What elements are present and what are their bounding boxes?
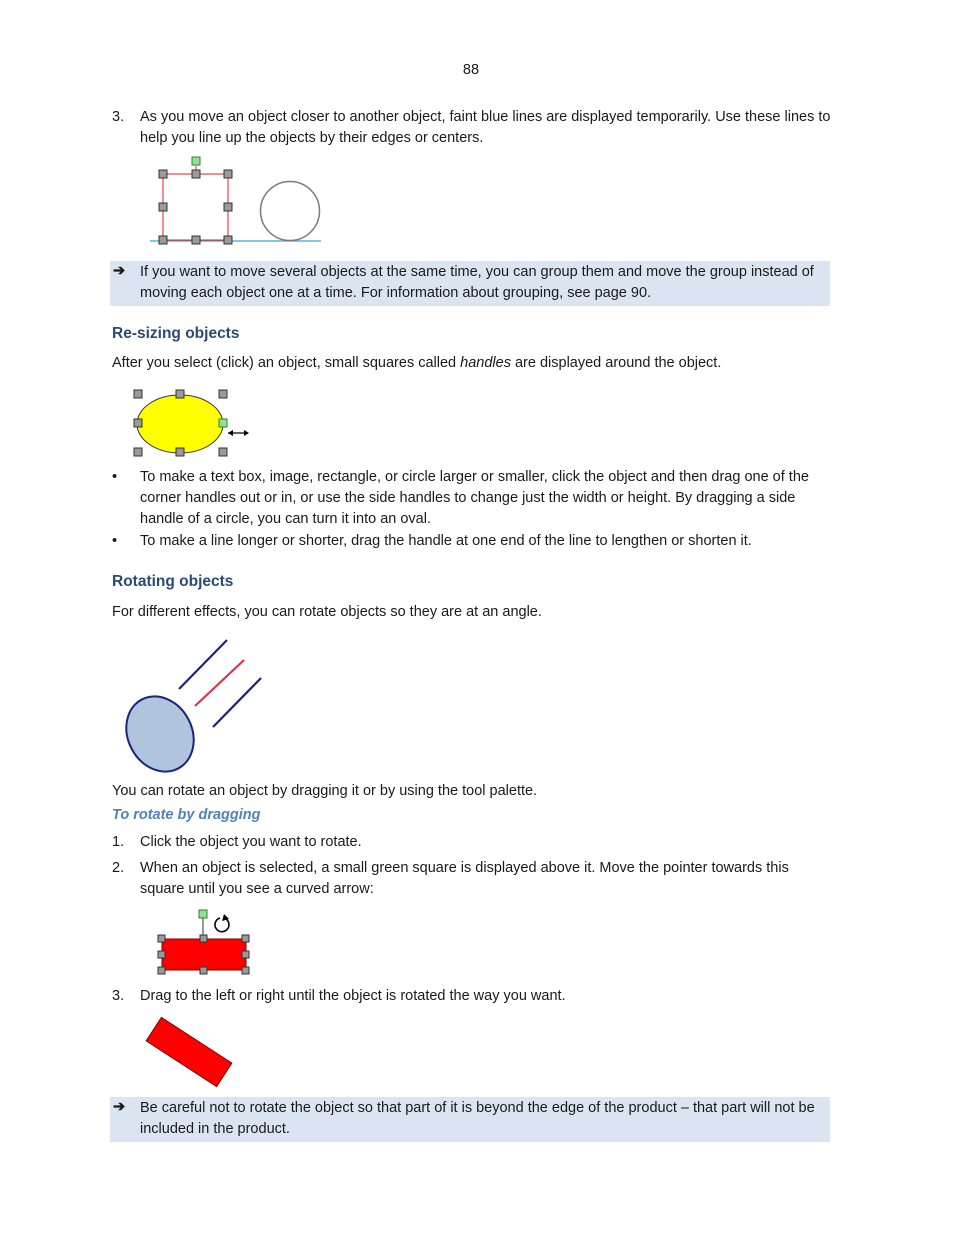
rotated-rectangle-figure	[140, 1012, 240, 1092]
resize-arrow-icon	[228, 430, 249, 436]
section-heading-resizing: Re-sizing objects	[112, 325, 240, 342]
resizing-bullet-list	[112, 467, 832, 553]
rotate-handle-figure	[150, 905, 260, 980]
step-text: As you move an object closer to another object, faint blue lines are displayed temporarily. Use these lines to help you line up the objects by their edges or centers.	[140, 109, 831, 146]
step-number: 1.	[112, 834, 125, 850]
list-item	[112, 531, 832, 552]
rotate-methods-text: You can rotate an object by dragging it or by using the tool palette.	[112, 783, 538, 799]
tip-note	[110, 261, 830, 306]
procedure-heading: To rotate by dragging	[112, 807, 261, 823]
rotate-step-3	[112, 986, 832, 1007]
step-text: Click the object you want to rotate.	[140, 834, 362, 850]
list-item	[112, 467, 832, 530]
rotate-step-2	[112, 858, 832, 900]
step-number: 2.	[112, 860, 125, 876]
rotating-intro: For different effects, you can rotate objects so they are at an angle.	[112, 604, 542, 620]
intro-text-end: are displayed around the object.	[510, 355, 722, 371]
bullet-icon: •	[112, 469, 118, 485]
warning-note	[110, 1097, 830, 1142]
note-text: If you want to move several objects at the same time, you can group them and move the group instead of moving each object one at a time. For information about grouping, see page 90.	[140, 264, 814, 301]
handles-figure	[130, 386, 260, 461]
step-number: 3.	[112, 109, 125, 125]
step-text: When an object is selected, a small green square is displayed above it. Move the pointer towards this square until you see a curved arrow:	[140, 860, 789, 897]
curved-arrow-icon	[215, 914, 229, 932]
alignment-figure	[140, 150, 340, 250]
arrow-icon: ➔	[113, 1099, 126, 1115]
intro-emphasis: handles	[460, 355, 511, 371]
bullet-text: To make a line longer or shorter, drag the handle at one end of the line to lengthen or shorten it.	[140, 533, 752, 549]
intro-text: After you select (click) an object, small squares called	[112, 355, 461, 371]
rotate-step-1	[112, 832, 832, 853]
step-number: 3.	[112, 988, 125, 1004]
step-text: Drag to the left or right until the object is rotated the way you want.	[140, 988, 566, 1004]
bullet-icon: •	[112, 533, 118, 549]
alignment-step	[112, 107, 832, 149]
section-heading-rotating: Rotating objects	[112, 573, 234, 590]
arrow-icon: ➔	[113, 263, 126, 279]
resizing-intro	[112, 353, 832, 374]
page-number: 88	[462, 62, 480, 78]
rotated-shapes-figure	[110, 630, 280, 780]
note-text: Be careful not to rotate the object so that part of it is beyond the edge of the product – that part will not be included in the product.	[140, 1100, 815, 1137]
bullet-text: To make a text box, image, rectangle, or circle larger or smaller, click the object and then drag one of the corner handles out or in, or use the side handles to change just the width or height. By dragging a side handle of a circle, you can turn it into an oval.	[140, 469, 809, 527]
